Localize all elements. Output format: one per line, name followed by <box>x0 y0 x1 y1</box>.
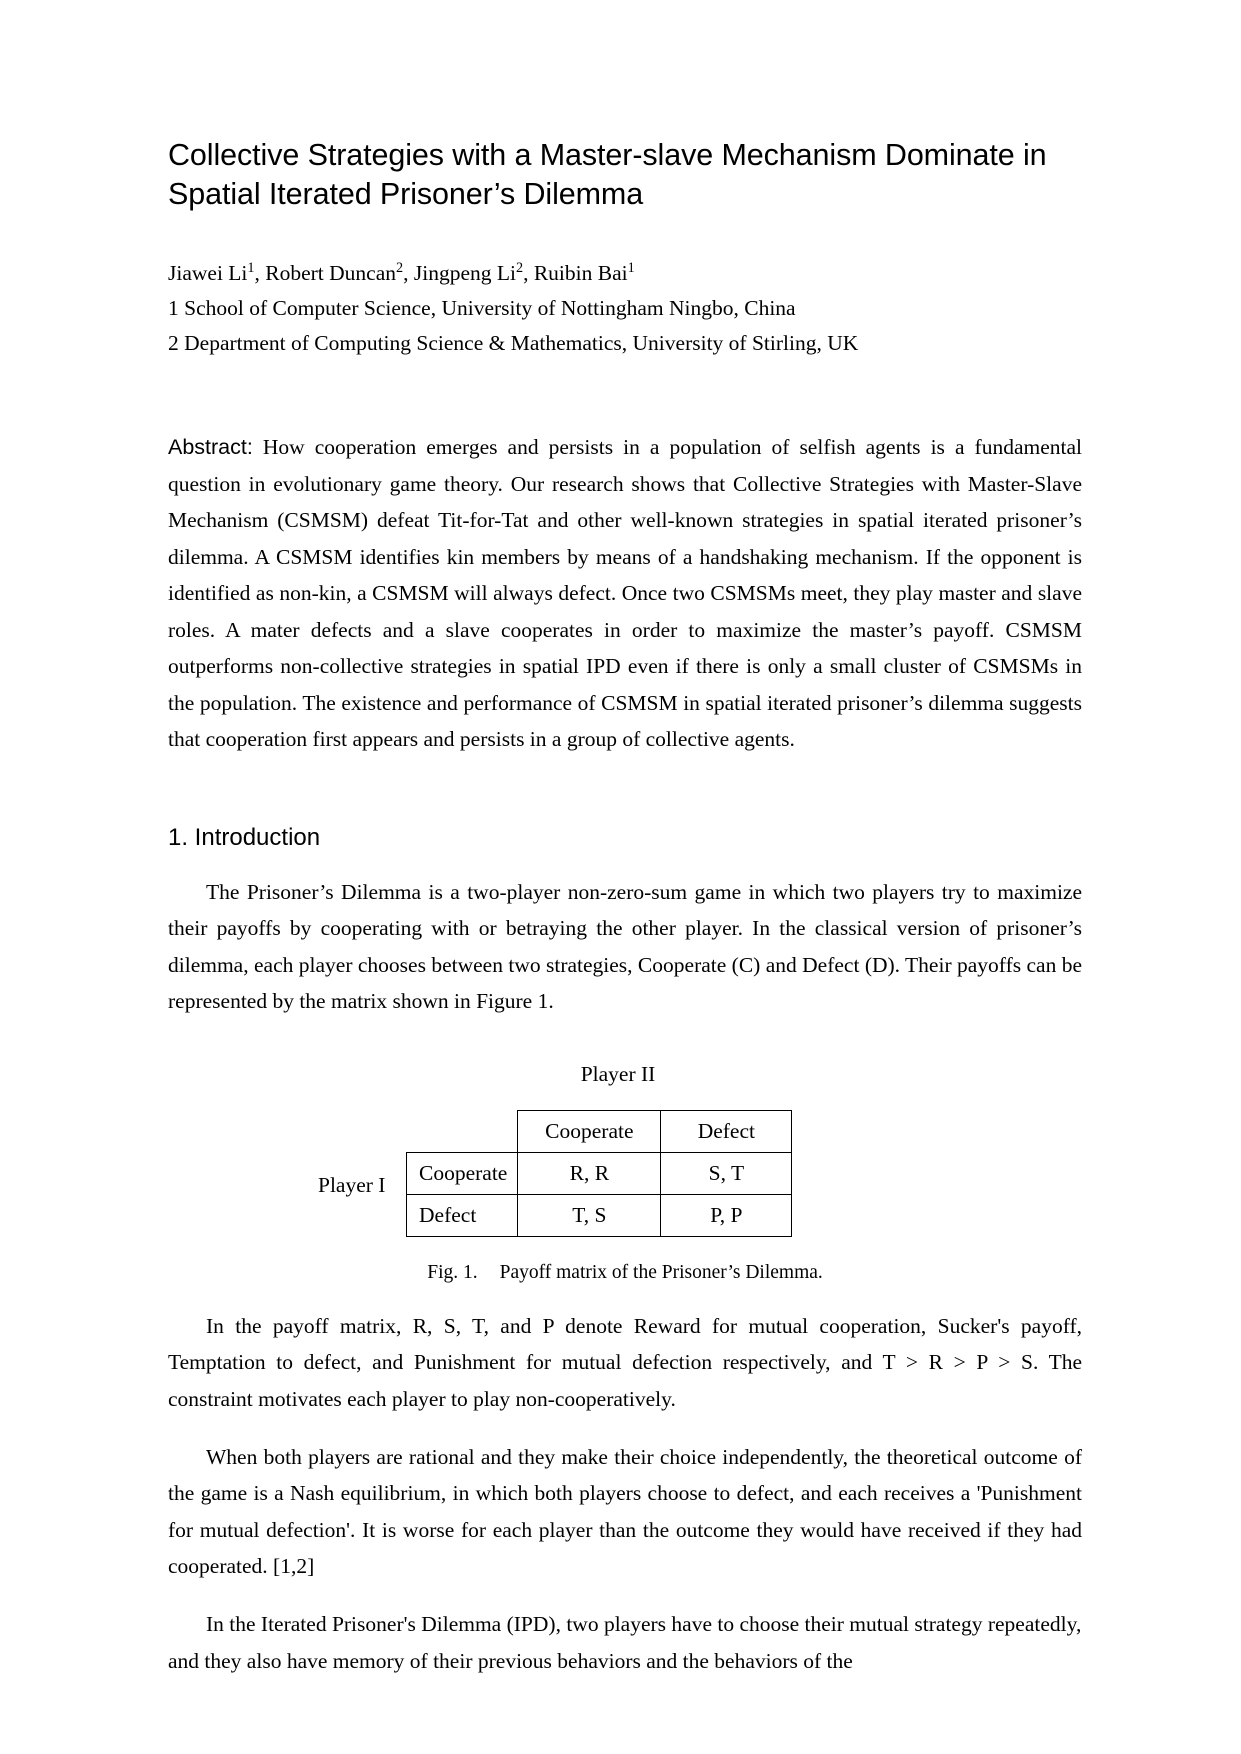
table-row-header <box>407 1110 792 1152</box>
table-row <box>407 1194 792 1236</box>
author-affiliation-marker: 1 <box>627 259 635 276</box>
payoff-cell-dd: P, P <box>661 1194 792 1236</box>
author-affiliation-marker: 1 <box>247 259 255 276</box>
payoff-cell-cd: S, T <box>661 1152 792 1194</box>
table-row <box>407 1152 792 1194</box>
author-list <box>168 259 1082 287</box>
author-name: Ruibin Bai <box>533 261 628 285</box>
author-separator: , <box>403 261 414 285</box>
affiliation-2: 2 Department of Computing Science & Mathematics, University of Stirling, UK <box>168 331 859 355</box>
author-separator: , <box>523 261 534 285</box>
payoff-matrix-table <box>406 1110 792 1237</box>
author-name: Jiawei Li <box>168 261 248 285</box>
section-heading-introduction: 1. Introduction <box>168 823 321 851</box>
figure-row-axis-label: Player I <box>318 1172 386 1197</box>
page-content <box>168 0 1082 1701</box>
affiliation-1: 1 School of Computer Science, University of Nottingham Ningbo, China <box>168 296 796 320</box>
author-separator: , <box>254 261 266 285</box>
payoff-cell-dc: T, S <box>518 1194 661 1236</box>
paragraph-intro-3: When both players are rational and they make their choice independently, the theoretical outcome of the game is a Nash equilibrium, in which both players choose to defect, and each receives a 'Punishment for mutual defection'. It is worse for each player than the outcome they would have received if they had cooperated. [1,2] <box>168 1444 1082 1578</box>
payoff-matrix-wrapper <box>168 1110 1082 1234</box>
row-header-cooperate: Cooperate <box>407 1152 518 1194</box>
payoff-cell-cc: R, R <box>518 1152 661 1194</box>
column-header-defect: Defect <box>661 1110 792 1152</box>
abstract-label: Abstract: <box>168 435 253 459</box>
figure-caption <box>168 1260 1082 1286</box>
author-name: Jingpeng Li <box>413 261 516 285</box>
column-header-cooperate: Cooperate <box>518 1110 661 1152</box>
paragraph-intro-4: In the Iterated Prisoner's Dilemma (IPD), two players have to choose their mutual strategy repeatedly, and they also have memory of their previous behaviors and the behaviors of the <box>168 1612 1082 1673</box>
row-header-defect: Defect <box>407 1194 518 1236</box>
author-name: Robert Duncan <box>265 261 397 285</box>
paragraph-intro-2: In the payoff matrix, R, S, T, and P denote Reward for mutual cooperation, Sucker's payoff, Temptation to defect, and Punishment for mutual defection respectively, and T > R > P > S. The constraint motivates each player to play non-cooperatively. <box>168 1313 1082 1411</box>
paragraph-intro-1: The Prisoner’s Dilemma is a two-player non-zero-sum game in which two players try to maximize their payoffs by cooperating with or betraying the other player. In the classical version of prisoner’s dilemma, each player chooses between two strategies, Cooperate (C) and Defect (D). Their payoffs can be represented by the matrix shown in Figure 1. <box>168 879 1082 1013</box>
abstract-block <box>168 429 1082 758</box>
figure-number: Fig. 1. <box>427 1261 478 1283</box>
figure-1 <box>168 1060 1082 1286</box>
abstract-text: How cooperation emerges and persists in a population of selfish agents is a fundamental question in evolutionary game theory. Our research shows that Collective Strategies with Master-Slave Mechanism (CSMSM) defeat Tit-for-Tat and other well-known strategies in spatial iterated prisoner’s dilemma. A CSMSM identifies kin members by means of a handshaking mechanism. If the opponent is identified as non-kin, a CSMSM will always defect. Once two CSMSMs meet, they play master and slave roles. A mater defects and a slave cooperates in order to maximize the master’s payoff. CSMSM outperforms non-collective strategies in spatial IPD even if there is only a small cluster of CSMSMs in the population. The existence and performance of CSMSM in spatial iterated prisoner’s dilemma suggests that cooperation first appears and persists in a group of collective agents. <box>168 435 1082 751</box>
author-affiliation-marker: 2 <box>396 259 404 276</box>
table-corner-cell <box>407 1110 518 1152</box>
author-affiliation-marker: 2 <box>516 259 524 276</box>
page-title: Collective Strategies with a Master-slave Mechanism Dominate in Spatial Iterated Prisoner’s Dilemma <box>168 138 1047 211</box>
figure-caption-text: Payoff matrix of the Prisoner’s Dilemma. <box>499 1261 823 1283</box>
figure-column-axis-label: Player II <box>580 1061 656 1086</box>
